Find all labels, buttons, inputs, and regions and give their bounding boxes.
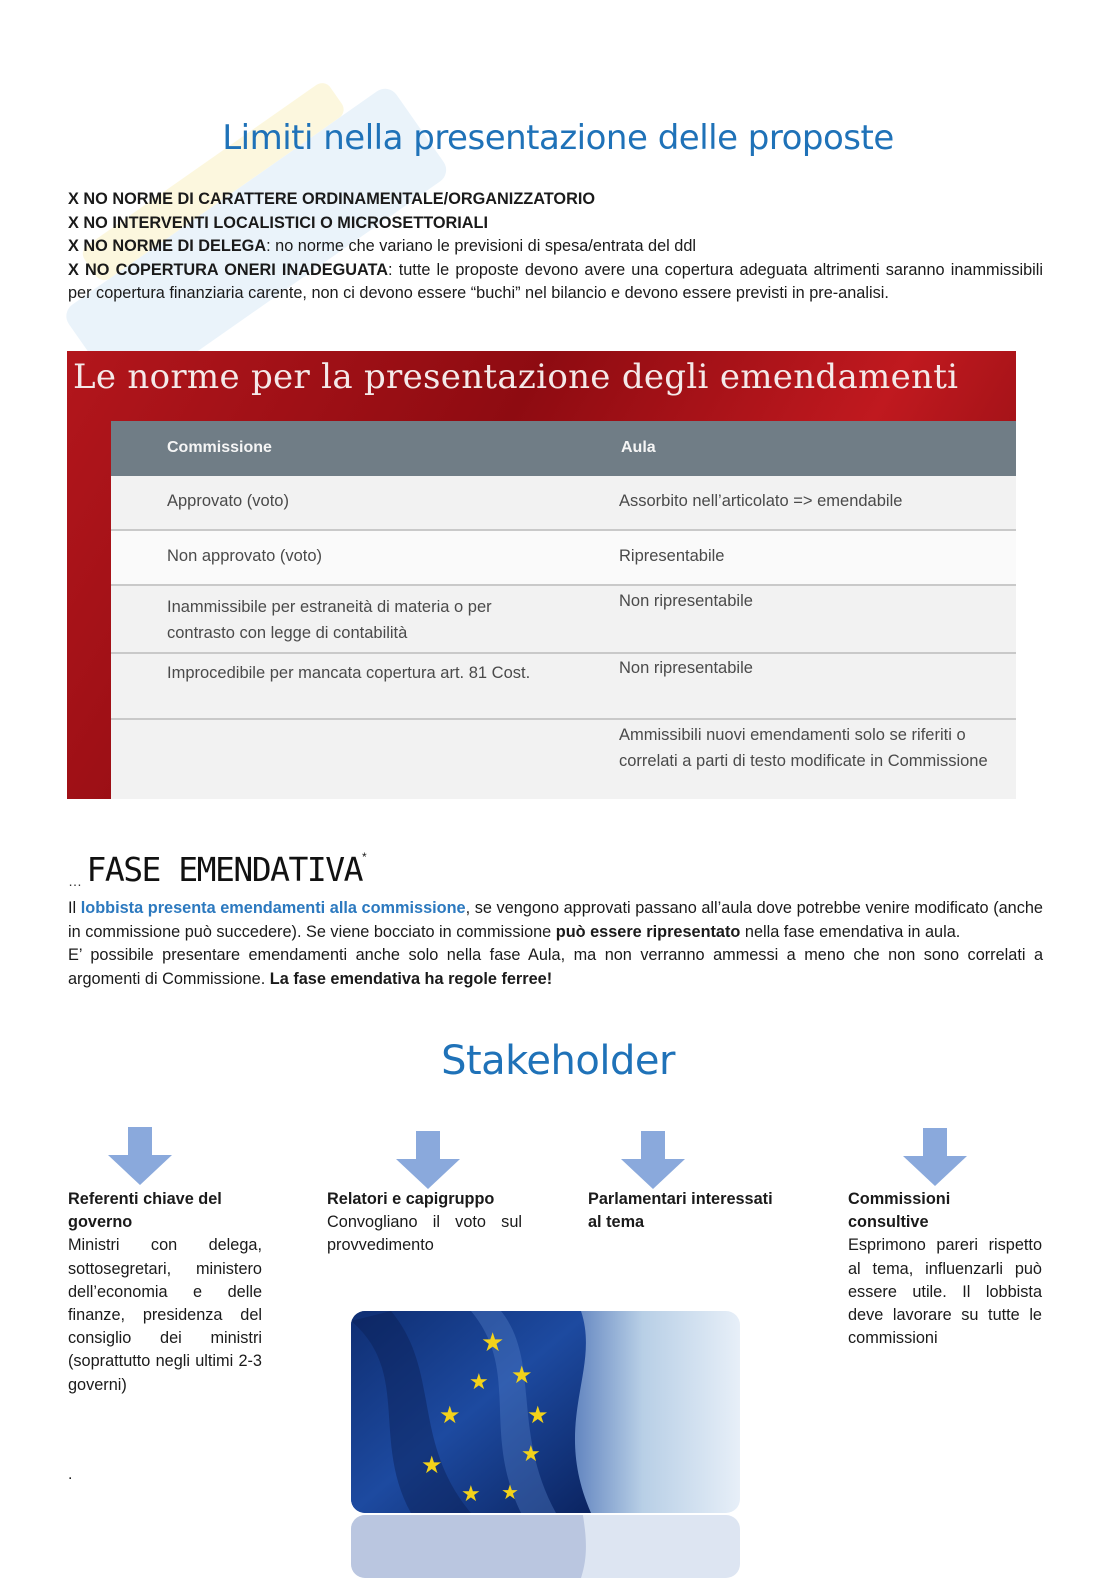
svg-text:★: ★	[461, 1481, 481, 1506]
cell-aula: Ammissibili nuovi emendamenti solo se riferiti o correlati a parti di testo modificate in Commissione	[619, 726, 988, 770]
arrow-down-icon	[108, 1127, 172, 1185]
arrow-down-icon	[621, 1131, 685, 1189]
svg-text:★: ★	[439, 1402, 461, 1429]
header-aula: Aula	[621, 439, 656, 456]
stakeholder-title: Parlamentari interessati al tema	[588, 1190, 773, 1232]
highlight-text: lobbista presenta emendamenti alla commissione	[80, 899, 466, 917]
limit-item: X NO NORME DI CARATTERE ORDINAMENTALE/ORGANIZZATORIO	[68, 190, 596, 208]
cell-commissione: Non approvato (voto)	[167, 547, 323, 565]
stakeholder-title: Relatori e capigruppo	[327, 1190, 495, 1208]
stakeholder-title: Commissioni consultive	[848, 1190, 951, 1232]
stakeholder-commissioni	[848, 1188, 1042, 1350]
limit-item: X NO INTERVENTI LOCALISTICI O MICROSETTORIALI	[68, 213, 489, 232]
table-row	[111, 720, 1016, 799]
cell-commissione: Approvato (voto)	[167, 492, 289, 510]
stakeholder-relatori	[327, 1188, 522, 1258]
limit-item: X NO NORME DI DELEGA: no norme che variano le previsioni di spesa/entrata del ddl	[68, 237, 697, 255]
header-commissione: Commissione	[167, 439, 272, 456]
heading-stakeholder: Stakeholder	[441, 1038, 675, 1084]
fase-paragraph: E’ possibile presentare emendamenti anche solo nella fase Aula, ma non verranno ammessi a meno che non sono correlati a argomenti di Commissione. La fase emendativa ha regole ferree!	[68, 946, 1043, 988]
slide-image	[67, 351, 1016, 799]
svg-text:★: ★	[501, 1482, 519, 1504]
slide-title: Le norme per la presentazione degli emendamenti	[73, 357, 959, 397]
slide-table	[111, 421, 1016, 799]
cell-commissione: Improcedibile per mancata copertura art. 81 Cost.	[167, 664, 531, 682]
table-row	[111, 654, 1016, 720]
limit-item: X NO COPERTURA ONERI INADEGUATA: tutte le proposte devono avere una copertura adeguata altrimenti saranno inammissibili per copertura finanziaria carente, non ci devono essere “buchi” nel bilancio e devono essere previsti in pre-analisi.	[68, 260, 1043, 302]
cell-aula: Assorbito nell’articolato => emendabile	[619, 492, 903, 510]
svg-text:★: ★	[511, 1362, 533, 1389]
fase-body	[68, 897, 1043, 991]
heading-limits: Limiti nella presentazione delle proposte	[222, 118, 894, 158]
fase-heading	[68, 850, 367, 889]
cell-aula: Ripresentabile	[619, 547, 725, 565]
heading-star: *	[361, 850, 367, 864]
svg-text:★: ★	[481, 1327, 505, 1357]
fase-paragraph: Il lobbista presenta emendamenti alla commissione, se vengono approvati passano all’aula dove potrebbe venire modificato (anche in commissione può succedere). Se viene bocciato in commissione può essere ripresentato nella fase emendativa in aula.	[68, 899, 1043, 941]
svg-text:★: ★	[527, 1402, 549, 1429]
stakeholder-governo	[68, 1188, 262, 1397]
stakeholder-parlamentari	[588, 1188, 773, 1234]
fase-title: FASE EMENDATIVA	[86, 850, 362, 889]
heading-dots: …	[68, 873, 82, 889]
table-header	[111, 421, 1016, 476]
svg-text:★: ★	[469, 1369, 489, 1394]
table-row	[111, 586, 1016, 654]
cell-commissione: Inammissibile per estraneità di materia o per contrasto con legge di contabilità	[167, 598, 492, 642]
arrow-down-icon	[396, 1131, 460, 1189]
limits-list	[68, 188, 1043, 306]
eu-flag-image	[351, 1311, 740, 1513]
arrow-down-icon	[903, 1128, 967, 1186]
trailing-dot: .	[68, 1466, 73, 1483]
stakeholder-text: Ministri con delega, sottosegretari, ministero dell’economia e delle finanze, presidenza del consiglio dei ministri (soprattutto negli ultimi 2-3 governi)	[68, 1236, 262, 1394]
stakeholder-text: Esprimono pareri rispetto al tema, influenzarli può essere utile. Il lobbista deve lavorare su tutte le commissioni	[848, 1236, 1042, 1348]
svg-text:★: ★	[421, 1452, 443, 1479]
cell-aula: Non ripresentabile	[619, 592, 753, 610]
cell-aula: Non ripresentabile	[619, 659, 753, 677]
table-row	[111, 476, 1016, 531]
stakeholder-title: Referenti chiave del governo	[68, 1190, 222, 1232]
table-row	[111, 531, 1016, 586]
svg-text:★: ★	[521, 1441, 541, 1466]
stakeholder-text: Convogliano il voto sul provvedimento	[327, 1213, 522, 1255]
eu-flag-reflection	[351, 1515, 740, 1578]
